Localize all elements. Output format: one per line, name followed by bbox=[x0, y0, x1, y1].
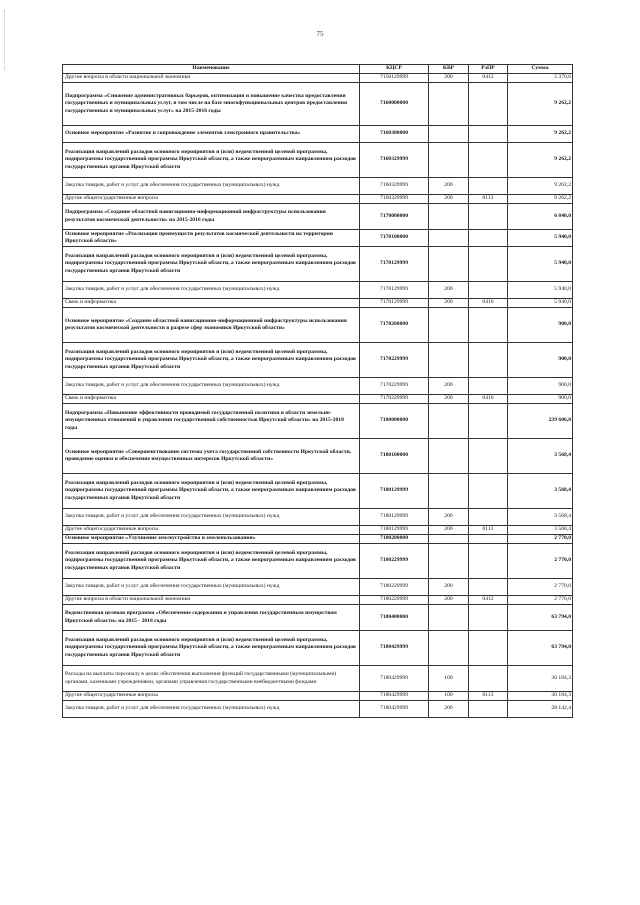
cell-rzpr bbox=[469, 509, 508, 526]
table-row bbox=[63, 579, 573, 596]
cell-kcsr: 7170129999 bbox=[360, 299, 429, 308]
cell-sum: 63 794,0 bbox=[508, 631, 573, 666]
cell-rzpr bbox=[469, 178, 508, 195]
cell-kcsr: 7180129999 bbox=[360, 474, 429, 509]
cell-sum: 9 262,2 bbox=[508, 126, 573, 143]
cell-name: Основное мероприятие «Реализация преимуществ результатов космической деятельности на территории Иркутской области» bbox=[63, 230, 360, 247]
table-row bbox=[63, 126, 573, 143]
cell-rzpr bbox=[469, 308, 508, 343]
table-row bbox=[63, 544, 573, 579]
cell-kcsr: 7160300000 bbox=[360, 126, 429, 143]
cell-sum: 239 606,8 bbox=[508, 404, 573, 439]
cell-sum: 900,0 bbox=[508, 343, 573, 378]
cell-name: Другие общегосударственные вопросы bbox=[63, 195, 360, 204]
cell-kvr bbox=[429, 126, 469, 143]
header-name: Наименование bbox=[63, 65, 360, 74]
cell-kcsr: 7180129999 bbox=[360, 509, 429, 526]
cell-name: Подпрограмма «Повышение эффективности проводимой государственной политики в области земельно-имущественных отношений и управления государственной собственностью Иркутской области» на 2015-2018 годы bbox=[63, 404, 360, 439]
header-kcsr: КЦСР bbox=[360, 65, 429, 74]
cell-sum: 3 568,4 bbox=[508, 509, 573, 526]
cell-kcsr: 7180129999 bbox=[360, 526, 429, 535]
table-header-row bbox=[63, 65, 573, 74]
cell-rzpr bbox=[469, 404, 508, 439]
cell-sum: 6 840,0 bbox=[508, 204, 573, 230]
cell-kvr bbox=[429, 605, 469, 631]
cell-sum: 2 770,0 bbox=[508, 535, 573, 544]
table-row bbox=[63, 509, 573, 526]
table-row bbox=[63, 474, 573, 509]
cell-kvr bbox=[429, 544, 469, 579]
cell-rzpr: 0113 bbox=[469, 692, 508, 701]
table-row bbox=[63, 299, 573, 308]
table-row bbox=[63, 343, 573, 378]
cell-rzpr: 0412 bbox=[469, 74, 508, 83]
table-row bbox=[63, 143, 573, 178]
header-kvr: КВР bbox=[429, 65, 469, 74]
cell-rzpr bbox=[469, 378, 508, 395]
cell-kvr bbox=[429, 439, 469, 474]
cell-rzpr bbox=[469, 579, 508, 596]
cell-rzpr bbox=[469, 631, 508, 666]
cell-sum: 5 940,0 bbox=[508, 230, 573, 247]
cell-kcsr: 7180429999 bbox=[360, 692, 429, 701]
page-number: 75 bbox=[316, 30, 324, 38]
cell-kvr bbox=[429, 308, 469, 343]
cell-sum: 28 142,4 bbox=[508, 701, 573, 718]
table-body bbox=[63, 74, 573, 718]
cell-kvr bbox=[429, 474, 469, 509]
cell-name: Подпрограмма «Снижение административных барьеров, оптимизация и повышение качества предоставления государственных и муниципальных услуг, в том числе на базе многофункциональных центров предоставления государственных и муниципальных услуг» на 2015-2016 годы bbox=[63, 83, 360, 126]
table-row bbox=[63, 378, 573, 395]
cell-name: Закупка товаров, работ и услуг для обеспечения государственных (муниципальных) нужд bbox=[63, 701, 360, 718]
cell-kcsr: 7160329999 bbox=[360, 143, 429, 178]
cell-rzpr bbox=[469, 666, 508, 692]
cell-name: Другие общегосударственные вопросы bbox=[63, 526, 360, 535]
cell-sum: 9 262,2 bbox=[508, 143, 573, 178]
cell-kcsr: 7180229999 bbox=[360, 596, 429, 605]
cell-kvr bbox=[429, 143, 469, 178]
cell-sum: 3 568,4 bbox=[508, 474, 573, 509]
cell-rzpr bbox=[469, 143, 508, 178]
cell-name: Закупка товаров, работ и услуг для обеспечения государственных (муниципальных) нужд bbox=[63, 378, 360, 395]
cell-name: Ведомственная целевая программа «Обеспечение содержания и управления государственным имуществом Иркутской области» на 2015 - 2018 годы bbox=[63, 605, 360, 631]
table-row bbox=[63, 439, 573, 474]
cell-rzpr bbox=[469, 544, 508, 579]
cell-kvr: 200 bbox=[429, 178, 469, 195]
cell-kvr: 200 bbox=[429, 74, 469, 83]
cell-kcsr: 7180000000 bbox=[360, 404, 429, 439]
cell-kcsr: 7170200000 bbox=[360, 308, 429, 343]
cell-name: Связь и информатика bbox=[63, 299, 360, 308]
cell-kcsr: 7170100000 bbox=[360, 230, 429, 247]
cell-name: Закупка товаров, работ и услуг для обеспечения государственных (муниципальных) нужд bbox=[63, 282, 360, 299]
cell-kvr: 200 bbox=[429, 701, 469, 718]
table-row bbox=[63, 178, 573, 195]
cell-kcsr: 7150129999 bbox=[360, 74, 429, 83]
cell-rzpr: 0113 bbox=[469, 195, 508, 204]
cell-rzpr: 0113 bbox=[469, 526, 508, 535]
cell-sum: 9 262,2 bbox=[508, 195, 573, 204]
cell-name: Основное мероприятие «Создание областной навигационно-информационной инфраструктуры использования результатов космической деятельности в разрезе сфер экономики Иркутской области» bbox=[63, 308, 360, 343]
header-rzpr: РзПР bbox=[469, 65, 508, 74]
cell-kcsr: 7180429999 bbox=[360, 666, 429, 692]
cell-rzpr bbox=[469, 701, 508, 718]
cell-rzpr bbox=[469, 230, 508, 247]
cell-name: Реализация направлений расходов основного мероприятия и (или) ведомственной целевой программы, подпрограммы государственной программы Иркутской области, а также непрограммным направлениям расходов государственных органов Иркутской области bbox=[63, 631, 360, 666]
margin-scan-mark bbox=[4, 10, 6, 70]
cell-sum: 3 568,4 bbox=[508, 439, 573, 474]
table-row bbox=[63, 282, 573, 299]
cell-kcsr: 7180429999 bbox=[360, 701, 429, 718]
cell-rzpr: 0412 bbox=[469, 596, 508, 605]
cell-kcsr: 7180100000 bbox=[360, 439, 429, 474]
cell-rzpr bbox=[469, 605, 508, 631]
cell-kvr bbox=[429, 343, 469, 378]
cell-sum: 63 794,0 bbox=[508, 605, 573, 631]
cell-kvr: 200 bbox=[429, 299, 469, 308]
table-row bbox=[63, 204, 573, 230]
cell-kvr: 200 bbox=[429, 596, 469, 605]
cell-kvr bbox=[429, 535, 469, 544]
cell-sum: 900,0 bbox=[508, 378, 573, 395]
cell-kvr: 200 bbox=[429, 579, 469, 596]
cell-kcsr: 7170000000 bbox=[360, 204, 429, 230]
cell-name: Расходы на выплаты персоналу в целях обеспечения выполнения функций государственными (муниципальными) органами, казенными учреждениями, органами управления государственными внебюджетными фондами bbox=[63, 666, 360, 692]
table-row bbox=[63, 631, 573, 666]
cell-kcsr: 7170229999 bbox=[360, 343, 429, 378]
cell-kvr: 200 bbox=[429, 378, 469, 395]
table-row bbox=[63, 605, 573, 631]
cell-name: Другие вопросы в области национальной экономики bbox=[63, 74, 360, 83]
table-row bbox=[63, 308, 573, 343]
cell-kcsr: 7170229999 bbox=[360, 395, 429, 404]
cell-kvr: 200 bbox=[429, 195, 469, 204]
cell-kvr: 100 bbox=[429, 692, 469, 701]
table-row bbox=[63, 195, 573, 204]
cell-kvr bbox=[429, 230, 469, 247]
cell-name: Подпрограмма «Создание областной навигационно-информационной инфраструктуры использования результатов космической деятельности» на 2015-2016 годы bbox=[63, 204, 360, 230]
cell-kcsr: 7170129999 bbox=[360, 247, 429, 282]
cell-kvr: 200 bbox=[429, 526, 469, 535]
header-sum: Сумма bbox=[508, 65, 573, 74]
table-row bbox=[63, 83, 573, 126]
cell-name: Связь и информатика bbox=[63, 395, 360, 404]
cell-sum: 900,0 bbox=[508, 395, 573, 404]
cell-name: Реализация направлений расходов основного мероприятия и (или) ведомственной целевой программы, подпрограммы государственной программы Иркутской области, а также непрограммным направлениям расходов государственных органов Иркутской области bbox=[63, 343, 360, 378]
cell-rzpr bbox=[469, 126, 508, 143]
cell-rzpr bbox=[469, 282, 508, 299]
table-row bbox=[63, 395, 573, 404]
cell-sum: 5 370,6 bbox=[508, 74, 573, 83]
cell-kvr: 200 bbox=[429, 509, 469, 526]
table-row bbox=[63, 596, 573, 605]
cell-kcsr: 7180429999 bbox=[360, 631, 429, 666]
cell-rzpr bbox=[469, 535, 508, 544]
cell-rzpr: 0410 bbox=[469, 299, 508, 308]
table-row bbox=[63, 666, 573, 692]
cell-sum: 30 184,3 bbox=[508, 692, 573, 701]
cell-sum: 5 940,0 bbox=[508, 247, 573, 282]
cell-sum: 2 770,0 bbox=[508, 596, 573, 605]
cell-rzpr bbox=[469, 343, 508, 378]
cell-kvr bbox=[429, 204, 469, 230]
cell-sum: 2 770,0 bbox=[508, 544, 573, 579]
cell-kvr: 200 bbox=[429, 395, 469, 404]
cell-kvr bbox=[429, 83, 469, 126]
cell-kcsr: 7160329999 bbox=[360, 178, 429, 195]
cell-name: Реализация направлений расходов основного мероприятия и (или) ведомственной целевой программы, подпрограммы государственной программы Иркутской области, а также непрограммным направлениям расходов государственных органов Иркутской области bbox=[63, 474, 360, 509]
cell-kcsr: 7180229999 bbox=[360, 579, 429, 596]
cell-name: Основное мероприятие «Развитие и сопровождение элементов электронного правительства» bbox=[63, 126, 360, 143]
cell-kvr: 200 bbox=[429, 282, 469, 299]
cell-sum: 5 940,0 bbox=[508, 299, 573, 308]
cell-name: Основное мероприятие «Совершенствование системы учета государственной собственности Иркутской области, проведение оценки и обеспечение имущественных интересов Иркутской области» bbox=[63, 439, 360, 474]
table-row bbox=[63, 230, 573, 247]
cell-kcsr: 7180229999 bbox=[360, 544, 429, 579]
cell-name: Реализация направлений расходов основного мероприятия и (или) ведомственной целевой программы, подпрограммы государственной программы Иркутской области, а также непрограммным направлениям расходов государственных органов Иркутской области bbox=[63, 143, 360, 178]
table-row bbox=[63, 247, 573, 282]
cell-sum: 2 770,0 bbox=[508, 579, 573, 596]
cell-rzpr: 0410 bbox=[469, 395, 508, 404]
cell-rzpr bbox=[469, 247, 508, 282]
cell-kcsr: 7180200000 bbox=[360, 535, 429, 544]
table-row bbox=[63, 701, 573, 718]
table-row bbox=[63, 404, 573, 439]
table-row bbox=[63, 535, 573, 544]
cell-name: Закупка товаров, работ и услуг для обеспечения государственных (муниципальных) нужд bbox=[63, 579, 360, 596]
cell-kcsr: 7160329999 bbox=[360, 195, 429, 204]
cell-kcsr: 7170129999 bbox=[360, 282, 429, 299]
cell-rzpr bbox=[469, 83, 508, 126]
cell-name: Реализация направлений расходов основного мероприятия и (или) ведомственной целевой программы, подпрограммы государственной программы Иркутской области, а также непрограммным направлениям расходов государственных органов Иркутской области bbox=[63, 247, 360, 282]
cell-sum: 900,0 bbox=[508, 308, 573, 343]
cell-kcsr: 7170229999 bbox=[360, 378, 429, 395]
cell-sum: 30 184,3 bbox=[508, 666, 573, 692]
budget-table bbox=[62, 64, 573, 718]
cell-rzpr bbox=[469, 204, 508, 230]
table-row bbox=[63, 526, 573, 535]
cell-sum: 9 262,2 bbox=[508, 83, 573, 126]
cell-kcsr: 7160000000 bbox=[360, 83, 429, 126]
cell-kvr bbox=[429, 631, 469, 666]
cell-sum: 3 568,4 bbox=[508, 526, 573, 535]
cell-kcsr: 7180400000 bbox=[360, 605, 429, 631]
cell-rzpr bbox=[469, 474, 508, 509]
cell-sum: 9 262,2 bbox=[508, 178, 573, 195]
table-row bbox=[63, 74, 573, 83]
cell-name: Реализация направлений расходов основного мероприятия и (или) ведомственной целевой программы, подпрограммы государственной программы Иркутской области, а также непрограммным направлениям расходов государственных органов Иркутской области bbox=[63, 544, 360, 579]
cell-rzpr bbox=[469, 439, 508, 474]
cell-name: Основное мероприятие «Улучшение землеустройства и землепользования» bbox=[63, 535, 360, 544]
cell-name: Закупка товаров, работ и услуг для обеспечения государственных (муниципальных) нужд bbox=[63, 509, 360, 526]
cell-kvr bbox=[429, 404, 469, 439]
cell-name: Другие вопросы в области национальной экономики bbox=[63, 596, 360, 605]
cell-name: Закупка товаров, работ и услуг для обеспечения государственных (муниципальных) нужд bbox=[63, 178, 360, 195]
cell-kvr: 100 bbox=[429, 666, 469, 692]
cell-kvr bbox=[429, 247, 469, 282]
table-row bbox=[63, 692, 573, 701]
cell-name: Другие общегосударственные вопросы bbox=[63, 692, 360, 701]
cell-sum: 5 940,0 bbox=[508, 282, 573, 299]
